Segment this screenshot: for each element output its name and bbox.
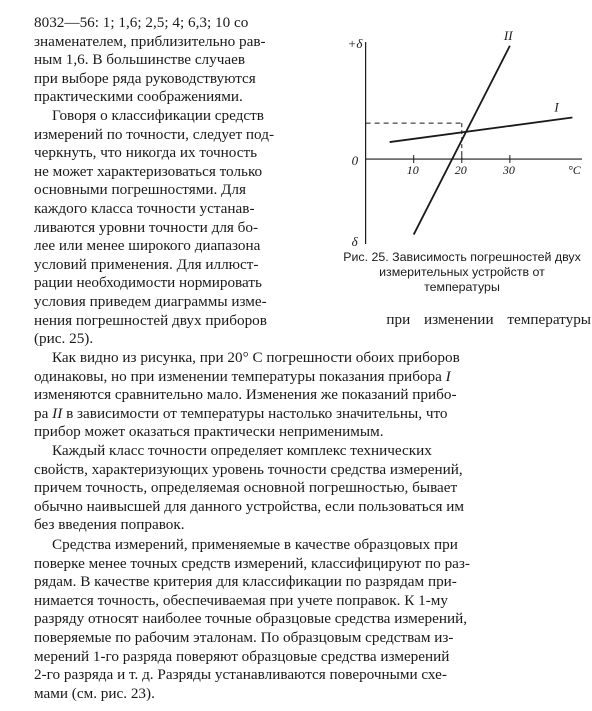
paragraph-2-continuation: при изменении температуры <box>386 311 591 328</box>
text-line: практическими соображениями. <box>34 88 243 106</box>
text-line: при выборе ряда руководствуются <box>34 69 256 87</box>
text-line: не может характеризоваться только <box>34 162 263 180</box>
text-line: без введения поправок. <box>34 516 185 534</box>
series-line-ii <box>414 46 510 235</box>
x-tick-label: 30 <box>502 163 515 178</box>
paragraph-2-end: (рис. 25). <box>34 330 94 347</box>
text-line: черкнуть, что никогда их точность <box>34 144 258 162</box>
text-line: Говоря о классификации средств <box>52 106 264 124</box>
series-line-i <box>390 118 573 143</box>
text-line: Средства измерений, применяемые в качестве образцовых при <box>52 536 458 553</box>
text-line: прибор может оказаться практически неприменимым. <box>34 423 384 441</box>
text-line: нения погрешностей двух приборов <box>34 311 267 329</box>
text-line: измерений по точности, следует под- <box>34 125 274 143</box>
text-line: свойств, характеризующих уровень точности средства измерений, <box>34 460 463 478</box>
chart-labels <box>348 28 582 249</box>
text-line: обычно наивысшей для данного устройства, если пользоваться им <box>34 497 464 515</box>
text-line: одинаковы, но при изменении температуры показания прибора <box>34 367 446 385</box>
text-line: рации необходимости нормировать <box>34 274 262 292</box>
text-line: ным 1,6. В большинстве случаев <box>34 51 246 69</box>
y-axis-top-label: +δ <box>347 36 363 51</box>
x-axis-unit-label: °C <box>568 163 581 178</box>
text-line: ра <box>34 404 53 422</box>
text-line: поверке менее точных средств измерений, классифицируют по раз- <box>34 554 470 572</box>
series-label-ii: II <box>503 27 513 43</box>
figure-caption: Рис. 25. Зависимость погрешностей двух измерительных устройств от температуры <box>343 250 581 294</box>
text-line: нимается точность, обеспечиваемая при учете поправок. К 1-му <box>34 591 448 609</box>
paragraph-1 <box>34 14 330 107</box>
left-column <box>34 14 330 330</box>
text-line: мами (см. рис. 23). <box>34 684 155 702</box>
x-tick-label: 20 <box>454 163 467 178</box>
series-label-i: I <box>554 99 559 115</box>
device-ii-ref: II <box>52 404 63 422</box>
text-line: лее или менее широкого диапазона <box>34 237 261 255</box>
error-temperature-chart <box>336 6 592 254</box>
chart-axes <box>366 42 582 244</box>
text-line: основными погрешностями. Для <box>34 181 246 199</box>
paragraph-2 <box>34 107 330 330</box>
text-line: 2-го разряда и т. д. Разряды устанавливаются поверочными схе- <box>34 666 447 684</box>
origin-label: 0 <box>351 153 359 169</box>
paragraph-5 <box>34 536 590 703</box>
text-line: причем точность, определяемая основной погрешностью, бывает <box>34 479 458 497</box>
text-line: знаменателем, приблизительно рав- <box>34 32 266 50</box>
text-line: каждого класса точности устанав- <box>34 199 255 217</box>
text-line: Как видно из рисунка, при 20° С погрешности обоих приборов <box>52 349 460 366</box>
text-line: условий применения. Для иллюст- <box>34 255 259 273</box>
x-tick-label: 10 <box>406 163 419 178</box>
text-line: изменяются сравнительно мало. Изменения же показаний прибо- <box>34 386 457 404</box>
text-line: ливаются уровни точности для бо- <box>34 218 259 236</box>
paragraph-2-end-block <box>34 330 590 349</box>
paragraph-3 <box>34 349 590 442</box>
device-i-ref: I <box>445 367 451 385</box>
y-axis-bottom-label: δ <box>351 234 358 249</box>
text-line: условия приведем диаграммы изме- <box>34 292 267 310</box>
paragraph-4 <box>34 442 590 535</box>
text-line: рядам. В качестве критерия для классификации по разрядам при- <box>34 573 457 591</box>
text-line: 8032—56: 1; 1,6; 2,5; 4; 6,3; 10 со <box>34 14 249 31</box>
text-line: мерений 1-го разряда поверяют образцовые средства измерений <box>34 647 450 665</box>
chart-marks <box>366 46 573 235</box>
text-line: поверяемые по рабочим эталонам. По образцовым средствам из- <box>34 628 454 646</box>
text-line: в зависимости от температуры настолько значительны, что <box>62 404 448 422</box>
text-line: разряду относят наиболее точные образцовые средства измерений, <box>34 610 467 628</box>
text-line: Каждый класс точности определяет комплекс технических <box>52 442 432 459</box>
